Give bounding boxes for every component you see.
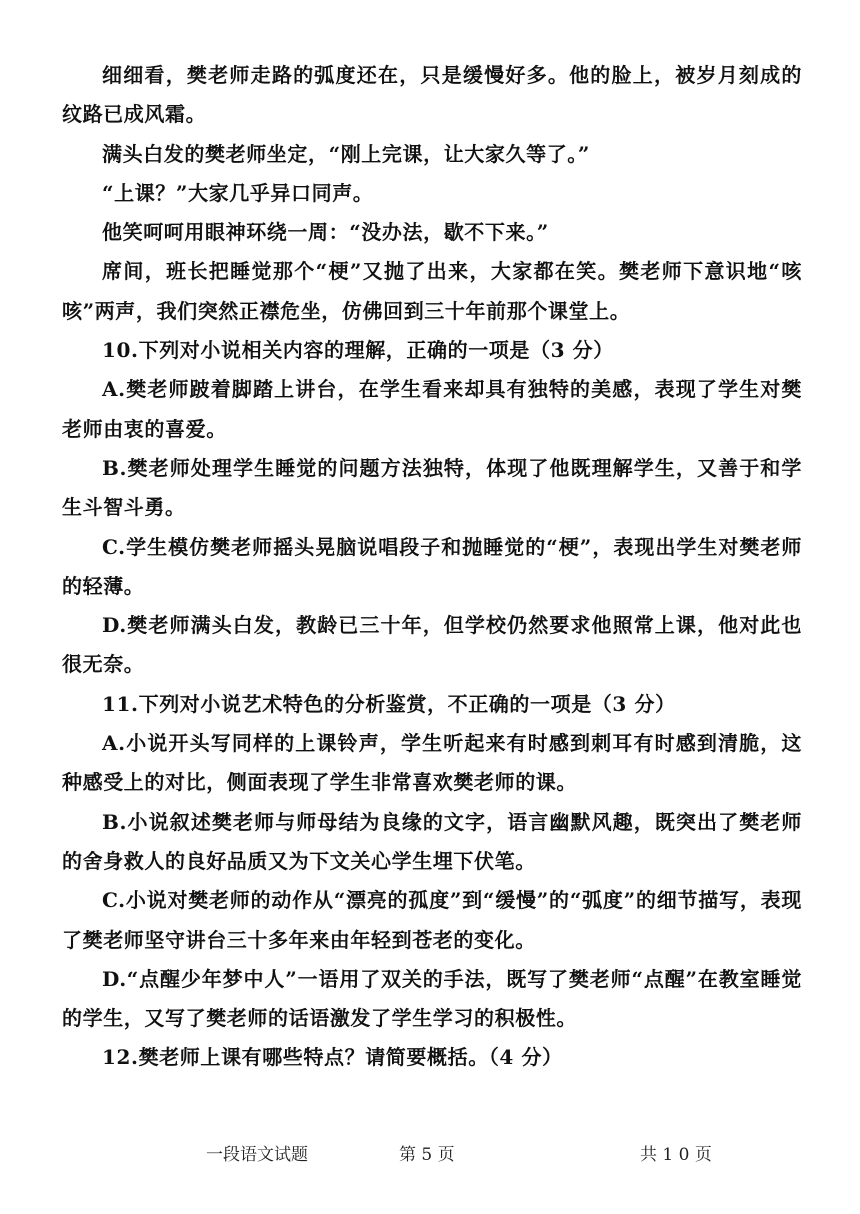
question-11-stem: 11.下列对小说艺术特色的分析鉴赏，不正确的一项是（3 分） [102,691,676,716]
page-footer [0,1140,860,1170]
paragraph: 满头白发的樊老师坐定，“刚上完课，让大家久等了。” [102,141,591,166]
exam-name: 一段语文试题 [206,1145,308,1165]
page-number: 第 5 页 [399,1145,455,1165]
paragraph: 细细看，樊老师走路的弧度还在，只是缓慢好多。他的脸上，被岁月刻成的纹路已成风霜。 [62,63,802,127]
paragraph: “上课？”大家几乎异口同声。 [102,180,374,205]
question-10-option-b: B.樊老师处理学生睡觉的问题方法独特，体现了他既理解学生，又善于和学生斗智斗勇。 [62,455,802,520]
total-pages: 共 1 0 页 [640,1145,712,1165]
paragraph: 席间，班长把睡觉那个“梗”又抛了出来，大家都在笑。樊老师下意识地“咳咳”两声，我们突然正襟危坐，仿佛回到三十年前那个课堂上。 [62,259,802,323]
question-11-option-c: C.小说对樊老师的动作从“漂亮的孤度”到“缓慢”的“弧度”的细节描写，表现了樊老师坚守讲台三十多年来由年轻到苍老的变化。 [62,888,802,952]
question-11-option-a: A.小说开头写同样的上课铃声，学生听起来有时感到刺耳有时感到清脆，这种感受上的对比，侧面表现了学生非常喜欢樊老师的课。 [62,731,802,795]
question-10-option-a: A.樊老师跛着脚踏上讲台，在学生看来却具有独特的美感，表现了学生对樊老师由衷的喜爱。 [62,377,802,441]
question-11-option-d: D.“点醒少年梦中人”一语用了双关的手法，既写了樊老师“点醒”在教室睡觉的学生，又写了樊老师的话语激发了学生学习的积极性。 [62,966,802,1031]
document-body [62,56,802,1078]
question-10-option-c: C.学生模仿樊老师摇头晃脑说唱段子和抛睡觉的“梗”，表现出学生对樊老师的轻薄。 [62,534,802,598]
question-11-option-b: B.小说叙述樊老师与师母结为良缘的文字，语言幽默风趣，既突出了樊老师的舍身救人的良好品质又为下文关心学生埋下伏笔。 [62,809,802,873]
paragraph: 他笑呵呵用眼神环绕一周：“没办法，歇不下来。” [102,220,549,245]
question-12-stem: 12.樊老师上课有哪些特点？请简要概括。（4 分） [102,1045,563,1070]
question-10-option-d: D.樊老师满头白发，教龄已三十年，但学校仍然要求他照常上课，他对此也很无奈。 [62,613,802,677]
question-10-stem: 10.下列对小说相关内容的理解，正确的一项是（3 分） [102,338,614,363]
